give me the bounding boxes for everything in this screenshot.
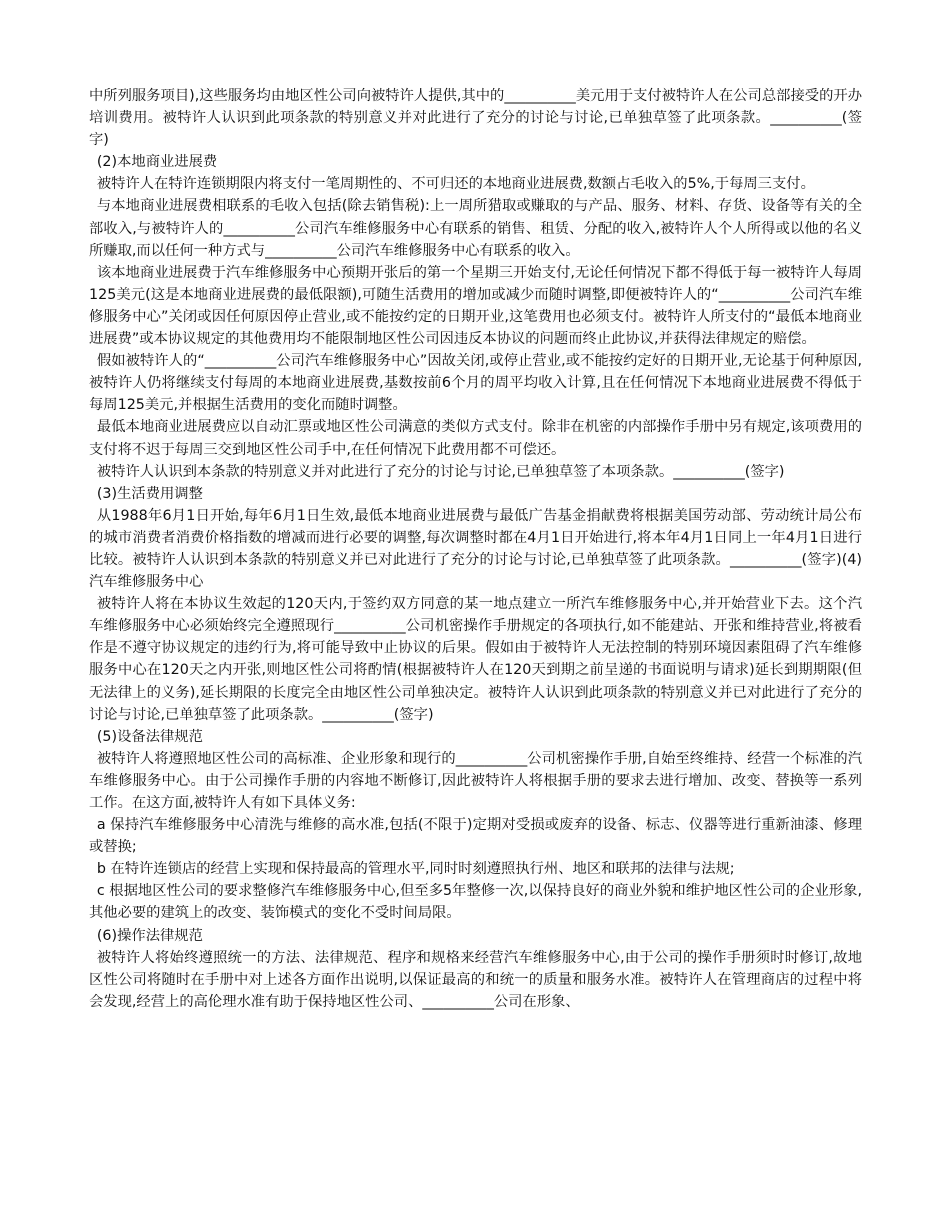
- paragraph-8: 被特许人认识到本条款的特别意义并对此进行了充分的讨论与讨论,已单独草签了本项条款。__________(签字): [96, 463, 785, 480]
- paragraph-7: 最低本地商业进展费应以自动汇票或地区性公司满意的类似方式支付。除非在机密的内部操作手册中另有规定,该项费用的支付将不迟于每周三交到地区性公司手中,在任何情况下此费用都不可偿还。: [89, 419, 862, 458]
- paragraph-4: 与本地商业进展费相联系的毛收入包括(除去销售税):上一周所猎取或赚取的与产品、服务、材料、存货、设备等有关的全部收入,与被特许人的__________公司汽车维修服务中心有联系的销售、租赁、分配的收入,被特许人个人所得或以他的名义所赚取,而以任何一种方式与__________公司汽车维修服务中心有联系的收入。: [89, 198, 862, 259]
- paragraph-3: 被特许人在特许连锁期限内将支付一笔周期性的、不可归还的本地商业进展费,数额占毛收入的5%,于每周三支付。: [96, 176, 815, 193]
- paragraph-11: 被特许人将在本协议生效起的120天内,于签约双方同意的某一地点建立一所汽车维修服务中心,并开始营业下去。这个汽车维修服务中心必须始终完全遵照现行__________公司机密操作手册规定的各项执行,如不能建站、开张和维持营业,将被看作是不遵守协议规定的违约行为,将可能导致中止协议的后果。假如由于被特许人无法控制的特别环境因素阻碍了汽车维修服务中心在120天之内开张,则地区性公司将酌情(根据被特许人在120天到期之前呈递的书面说明与请求)延长到期期限(但无法律上的义务),延长期限的长度完全由地区性公司单独决定。被特许人认识到此项条款的特别意义并已对此进行了充分的讨论与讨论,已单独草签了此项条款。__________(签字): [89, 596, 862, 723]
- paragraph-1: 中所列服务项目),这些服务均由地区性公司向被特许人提供,其中的__________美元用于支付被特许人在公司总部接受的开办培训费用。被特许人认识到此项条款的特别意义并对此进行了充分的讨论与讨论,已单独草签了此项条款。__________(签字): [89, 88, 862, 149]
- section-heading-2: (2)本地商业进展费: [96, 154, 218, 171]
- list-item-a: a 保持汽车维修服务中心清洗与维修的高水准,包括(不限于)定期对受损或废弃的设备、标志、仪器等进行重新油漆、修理或替换;: [89, 817, 862, 856]
- paragraph-6: 假如被特许人的“__________公司汽车维修服务中心”因故关闭,或停止营业,或不能按约定好的日期开业,无论基于何种原因,被特许人仍将继续支付每周的本地商业进展费,基数按前6个月的周平均收入计算,且在任何情况下本地商业进展费不得低于每周125美元,并根据生活费用的变化而随时调整。: [89, 353, 862, 414]
- paragraph-13: 被特许人将遵照地区性公司的高标准、企业形象和现行的__________公司机密操作手册,自始至终维持、经营一个标准的汽车维修服务中心。由于公司操作手册的内容地不断修订,因此被特许人将根据手册的要求去进行增加、改变、替换等一系列工作。在这方面,被特许人有如下具体义务:: [89, 750, 862, 811]
- section-heading-6: (6)操作法律规范: [96, 927, 203, 944]
- section-heading-5: (5)设备法律规范: [96, 728, 203, 745]
- list-item-c: c 根据地区性公司的要求整修汽车维修服务中心,但至多5年整修一次,以保持良好的商业外貌和维护地区性公司的企业形象,其他必要的建筑上的改变、装饰模式的变化不受时间局限。: [89, 883, 862, 922]
- paragraph-18: 被特许人将始终遵照统一的方法、法律规范、程序和规格来经营汽车维修服务中心,由于公司的操作手册须时时修订,故地区性公司将随时在手册中对上述各方面作出说明,以保证最高的和统一的质量和服务水准。被特许人在管理商店的过程中将会发现,经营上的高伦理水准有助于保持地区性公司、__________公司在形象、: [89, 949, 862, 1010]
- paragraph-10: 从1988年6月1日开始,每年6月1日生效,最低本地商业进展费与最低广告基金捐献费将根据美国劳动部、劳动统计局公布的城市消费者消费价格指数的增减而进行必要的调整,每次调整时都在4月1日开始进行,将本年4月1日同上一年4月1日进行比较。被特许人认识到本条款的特别意义并已对此进行了充分的讨论与讨论,已单独草签了此项条款。__________(签字)(4)汽车维修服务中心: [89, 507, 862, 591]
- document-page: [89, 85, 862, 1013]
- list-item-b: b 在特许连锁店的经营上实现和保持最高的管理水平,同时时刻遵照执行州、地区和联邦的法律与法规;: [96, 861, 735, 878]
- section-heading-3: (3)生活费用调整: [96, 485, 203, 502]
- paragraph-5: 该本地商业进展费于汽车维修服务中心预期开张后的第一个星期三开始支付,无论任何情况下都不得低于每一被特许人每周125美元(这是本地商业进展费的最低限额),可随生活费用的增加或减少而随时调整,即便被特许人的“__________公司汽车维修服务中心”关闭或因任何原因停止营业,或不能按约定的日期开业,这笔费用也必须支付。被特许人所支付的“最低本地商业进展费”或本协议规定的其他费用均不能限制地区性公司因违反本协议的问题而终止此协议,并获得法律规定的赔偿。: [89, 264, 862, 348]
